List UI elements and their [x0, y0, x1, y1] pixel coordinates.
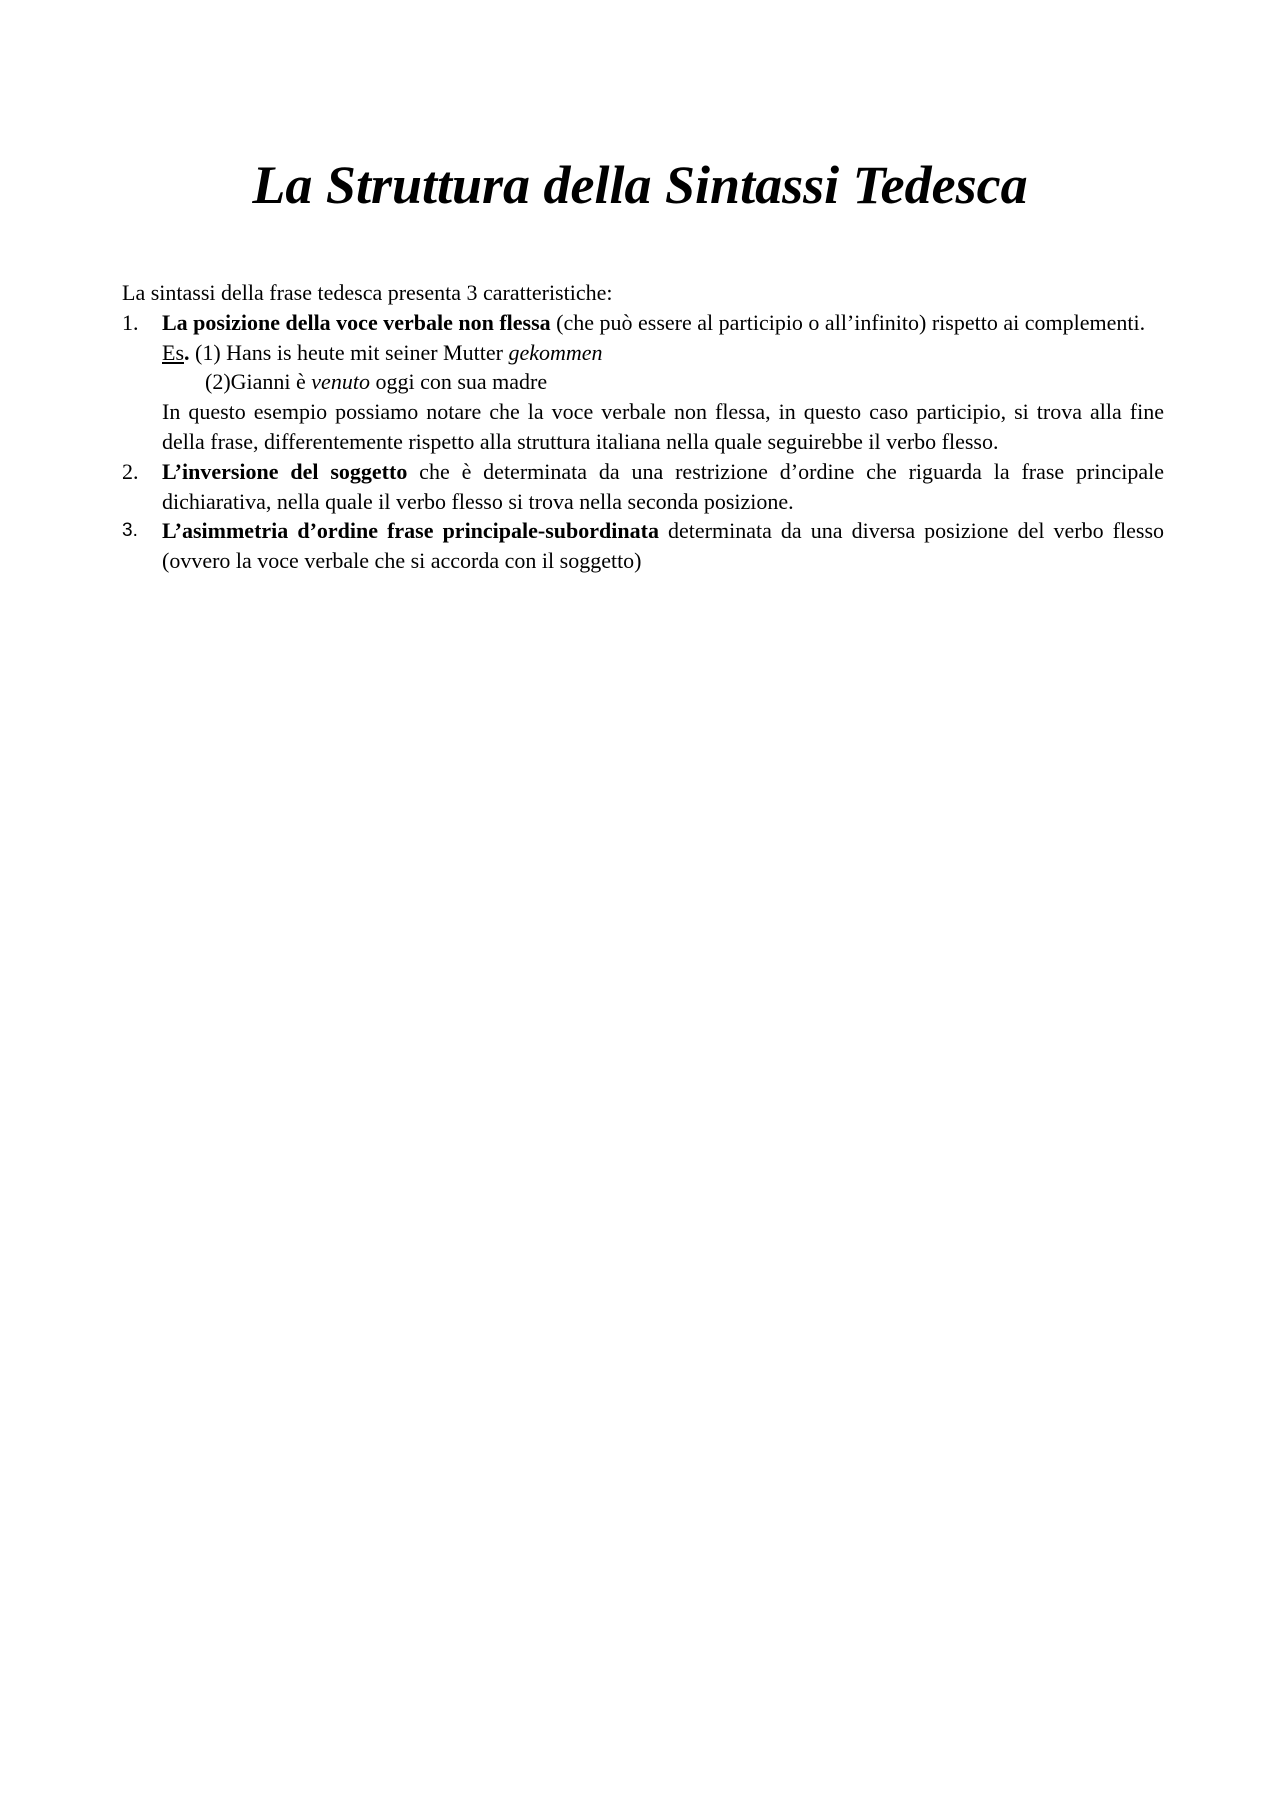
item-1-explanation: In questo esempio possiamo notare che la voce verbale non flessa, in questo caso participio, si trova alla fine della frase, differentemente rispetto alla struttura italiana nella quale seguirebbe il verbo flesso.	[162, 399, 1164, 454]
item-3-text: determinata da una diversa posizione del verbo flesso (ovvero la voce verbale che si accorda con il soggetto)	[162, 518, 1165, 574]
list-number-3: 3.	[122, 520, 138, 542]
item-2-paragraph	[162, 457, 1164, 517]
example-2-suffix: oggi con sua madre	[369, 369, 548, 395]
item-3-paragraph	[162, 516, 1164, 576]
example-line-2	[162, 367, 1164, 397]
item-3-heading: L’asimmetria d’ordine frase principale-subordinata	[162, 518, 659, 544]
example-1-verb: gekommen	[508, 339, 603, 365]
item-1-paragraph	[162, 308, 1164, 338]
list-number-1: 1.	[122, 309, 139, 335]
characteristics-list	[122, 308, 1164, 576]
list-number-2: 2.	[122, 458, 139, 484]
example-label-dot: .	[184, 339, 190, 365]
item-2-heading: L’inversione del soggetto	[162, 458, 408, 484]
example-2-verb: venuto	[311, 369, 370, 395]
example-line-1	[162, 338, 1164, 368]
document-body	[122, 278, 1164, 576]
example-label: Es	[162, 339, 184, 365]
item-2-text: che è determinata da una restrizione d’ordine che riguarda la frase principale dichiarativa, nella quale il verbo flesso si trova nella seconda posizione.	[162, 458, 1164, 514]
page-title: La Struttura della Sintassi Tedesca	[252, 155, 1028, 215]
example-2-text: (2)Gianni è	[205, 369, 312, 395]
intro-paragraph: La sintassi della frase tedesca presenta 3 caratteristiche:	[122, 280, 613, 305]
list-item-1	[122, 308, 1164, 457]
list-item-3	[122, 516, 1164, 576]
item-1-heading: La posizione della voce verbale non flessa	[162, 309, 551, 335]
list-item-2	[122, 457, 1164, 517]
example-1-text: (1) Hans is heute mit seiner Mutter	[189, 339, 509, 365]
item-1-text: (che può essere al participio o all’infinito) rispetto ai complementi.	[550, 309, 1146, 335]
